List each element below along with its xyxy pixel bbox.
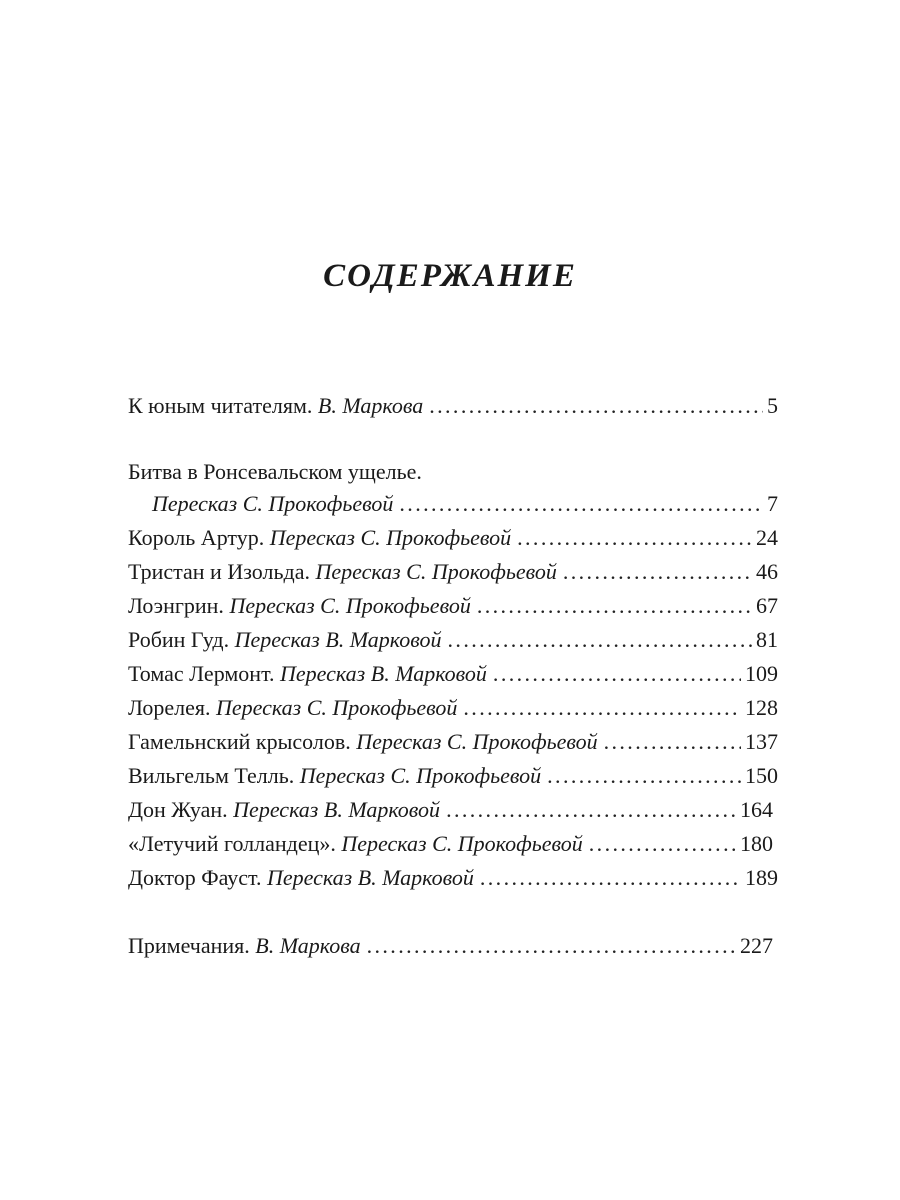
toc-entry[interactable] — [128, 692, 778, 724]
toc-entry-page: 164 — [740, 797, 773, 822]
page-title: СОДЕРЖАНИЕ — [323, 258, 577, 294]
dot-leader — [589, 828, 736, 860]
toc-entry-author: Пересказ С. Прокофьевой — [356, 729, 598, 754]
dot-leader — [563, 556, 752, 588]
toc-entry-title: Примечания. — [128, 933, 250, 958]
toc-entry[interactable] — [152, 488, 778, 520]
toc-entry-title: Тристан и Изольда. — [128, 559, 310, 584]
toc-entry-author: Пересказ В. Марковой — [233, 797, 441, 822]
toc-entry-title: К юным читателям. — [128, 393, 313, 418]
toc-entry-page: 81 — [756, 627, 778, 652]
toc-entry[interactable] — [128, 828, 773, 860]
toc-entry-title[interactable]: Битва в Ронсевальском ущелье. — [128, 459, 422, 484]
toc-entry-title: Лоэнгрин. — [128, 593, 224, 618]
toc-entry-page: 189 — [745, 865, 778, 890]
toc-entry-author: Пересказ С. Прокофьевой — [152, 491, 394, 516]
toc-entry-author: Пересказ В. Марковой — [280, 661, 487, 686]
toc-entry-page: 227 — [740, 933, 773, 958]
toc-entry-page: 180 — [740, 831, 773, 856]
toc-entry-page: 150 — [745, 763, 778, 788]
toc-entry-author: Пересказ С. Прокофьевой — [216, 695, 458, 720]
toc-entry-title: Дон Жуан. — [128, 797, 228, 822]
dot-leader — [399, 488, 763, 520]
toc-entry-title: Король Артур. — [128, 525, 265, 550]
toc-entry-author: Пересказ В. Марковой — [234, 627, 442, 652]
toc-entry-page: 109 — [745, 661, 778, 686]
dot-leader — [604, 726, 741, 758]
dot-leader — [477, 590, 752, 622]
toc-entry[interactable] — [128, 760, 778, 792]
toc-entry[interactable] — [128, 624, 778, 656]
toc-entry[interactable] — [128, 658, 778, 690]
dot-leader — [517, 522, 752, 554]
dot-leader — [493, 658, 741, 690]
dot-leader — [448, 624, 752, 656]
toc-entry-title: Доктор Фауст. — [128, 865, 262, 890]
toc-entry-author: Пересказ С. Прокофьевой — [229, 593, 471, 618]
dot-leader — [367, 930, 736, 962]
toc-entry[interactable] — [128, 590, 778, 622]
toc-entry-page: 5 — [767, 393, 778, 418]
toc-entry[interactable] — [128, 794, 773, 826]
toc-entry[interactable] — [128, 522, 778, 554]
dot-leader — [446, 794, 736, 826]
toc-entry-author: Пересказ С. Прокофьевой — [269, 525, 512, 550]
toc-entry-title: Вильгельм Телль. — [128, 763, 295, 788]
toc-entry-author: Пересказ В. Марковой — [266, 865, 474, 890]
toc-entry-page: 24 — [756, 525, 778, 550]
dot-leader — [480, 862, 741, 894]
toc-entry[interactable] — [128, 556, 778, 588]
toc-entry-author: Пересказ С. Прокофьевой — [341, 831, 583, 856]
toc-entry-title: Томас Лермонт. — [128, 661, 275, 686]
dot-leader — [547, 760, 741, 792]
toc-entry-author: Пересказ С. Прокофьевой — [299, 763, 542, 788]
toc-entry-author: Пересказ С. Прокофьевой — [315, 559, 557, 584]
toc-entry[interactable] — [128, 390, 778, 422]
toc-entry-title: Гамельнский крысолов. — [128, 729, 351, 754]
toc-entry-page: 7 — [767, 491, 778, 516]
toc-entry[interactable] — [128, 930, 773, 962]
toc-entry[interactable] — [128, 726, 778, 758]
toc-entry-page: 128 — [745, 695, 778, 720]
toc-entry-page: 137 — [745, 729, 778, 754]
toc-entry-author: В. Маркова — [255, 933, 361, 958]
toc-entry-page: 67 — [756, 593, 778, 618]
toc-entry-title: Лорелея. — [128, 695, 211, 720]
toc-entry-page: 46 — [756, 559, 778, 584]
dot-leader — [463, 692, 741, 724]
toc-entry-title: Робин Гуд. — [128, 627, 230, 652]
toc-entry-author: В. Маркова — [317, 393, 424, 418]
toc-entry-title: «Летучий голландец». — [128, 831, 336, 856]
dot-leader — [429, 390, 763, 422]
toc-entry[interactable] — [128, 862, 778, 894]
